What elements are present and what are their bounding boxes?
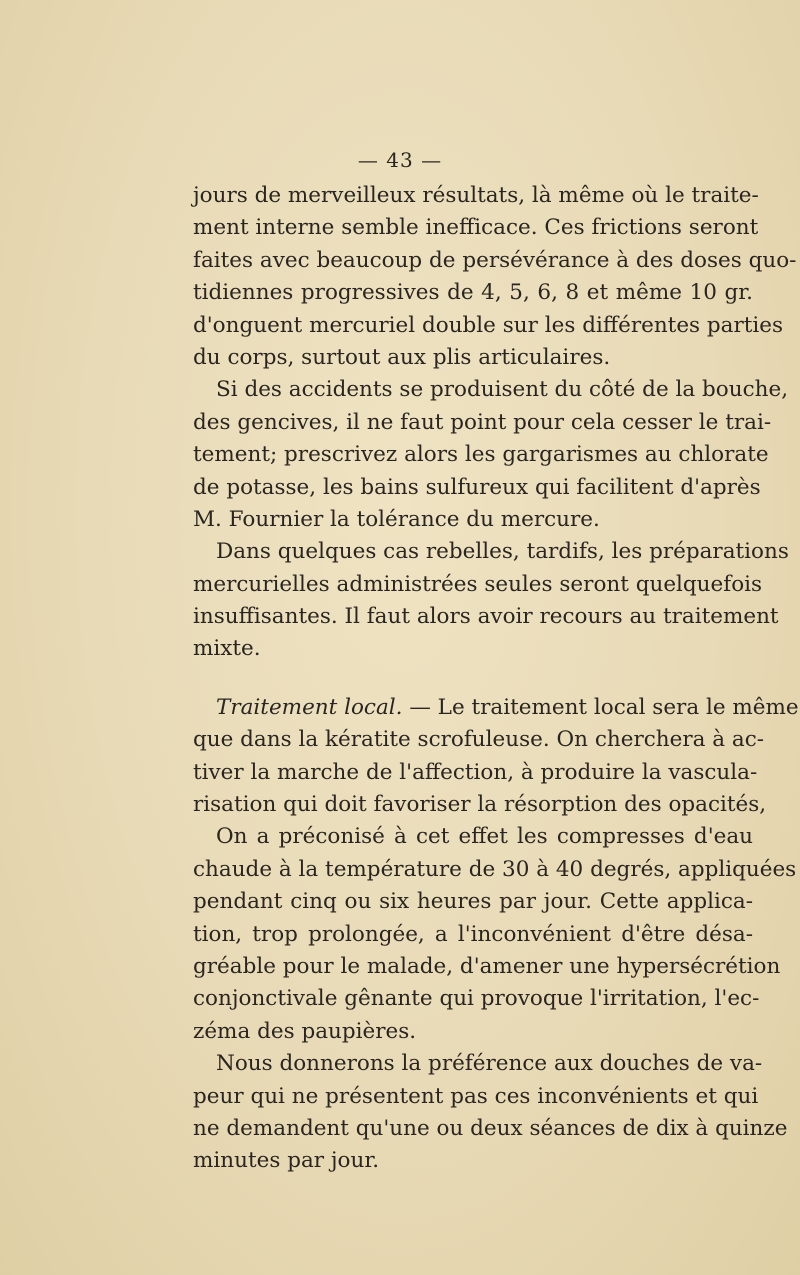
- text-line: ne demandent qu'une ou deux séances de dix à quinze: [193, 1115, 788, 1141]
- body-text: [193, 180, 799, 1178]
- text-line: faites avec beaucoup de persévérance à des doses quo-: [193, 247, 797, 273]
- text-line: Si des accidents se produisent du côté de la bouche,: [216, 377, 789, 403]
- text-line: On a préconisé à cet effet les compresses d'eau: [216, 824, 753, 850]
- text-line: tidiennes progressives de 4, 5, 6, 8 et même 10 gr.: [193, 280, 753, 306]
- text-line: que dans la kératite scrofuleuse. On cherchera à ac-: [193, 727, 765, 753]
- paragraph-gap: [193, 666, 753, 692]
- text-line: peur qui ne présentent pas ces inconvénients et qui: [193, 1083, 759, 1109]
- section-heading: Traitement local.: [216, 694, 403, 720]
- text-line: zéma des paupières.: [193, 1018, 417, 1044]
- text-line: tiver la marche de l'affection, à produire la vascula-: [193, 759, 758, 785]
- text-line: jours de merveilleux résultats, là même où le traite-: [193, 183, 759, 208]
- text-line: de potasse, les bains sulfureux qui facilitent d'après: [193, 474, 761, 500]
- text-line: du corps, surtout aux plis articulaires.: [193, 344, 611, 370]
- text-line: mixte.: [193, 636, 261, 662]
- text-line: insuffisantes. Il faut alors avoir recours au traitement: [193, 604, 779, 630]
- text-line: risation qui doit favoriser la résorption des opacités,: [193, 792, 767, 818]
- text-line: des gencives, il ne faut point pour cela cesser le trai-: [193, 409, 772, 435]
- text-line: tion, trop prolongée, a l'inconvénient d'être désa-: [193, 921, 753, 947]
- text-line: M. Fournier la tolérance du mercure.: [193, 506, 600, 532]
- text-line: minutes par jour.: [193, 1148, 380, 1174]
- text-line: gréable pour le malade, d'amener une hypersécrétion: [193, 953, 781, 979]
- text-line: Dans quelques cas rebelles, tardifs, les préparations: [216, 539, 789, 565]
- text-line: pendant cinq ou six heures par jour. Cette applica-: [193, 889, 753, 915]
- text-line: ment interne semble inefficace. Ces frictions seront: [193, 215, 759, 241]
- text-line: chaude à la température de 30 à 40 degrés, appliquées: [193, 856, 797, 882]
- text-line: conjonctivale gênante qui provoque l'irritation, l'ec-: [193, 986, 760, 1012]
- text-line: d'onguent mercuriel double sur les différentes parties: [193, 312, 784, 338]
- heading-line-rest: — Le traitement local sera le même: [402, 694, 799, 720]
- text-line: [193, 692, 799, 724]
- page-number: — 43 —: [357, 148, 443, 172]
- text-line: Nous donnerons la préférence aux douches de va-: [216, 1051, 763, 1077]
- text-line: mercurielles administrées seules seront quelquefois: [193, 571, 763, 597]
- text-line: tement; prescrivez alors les gargarismes au chlorate: [193, 442, 769, 468]
